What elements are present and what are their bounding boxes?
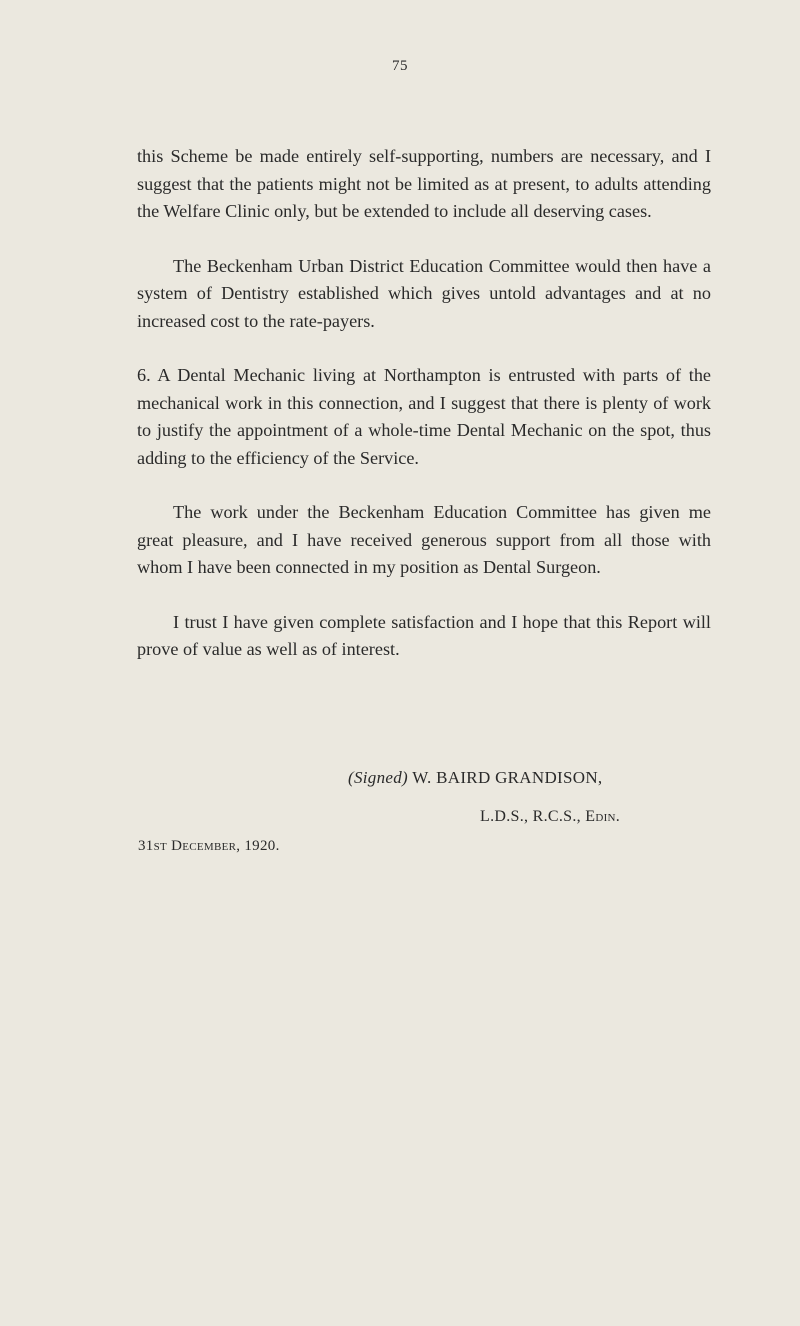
signature-line: [348, 768, 602, 788]
body-text: [137, 143, 711, 664]
paragraph-dental-mechanic: 6. A Dental Mechanic living at Northampton is entrusted with parts of the mechanical work in this connection, and I suggest that there is plenty of work to justify the appointment of a whole-time Dental Mechanic on the spot, thus adding to the efficiency of the Service.: [137, 365, 711, 468]
signed-label: (Signed): [348, 768, 408, 787]
paragraph-trust: I trust I have given complete satisfaction and I hope that this Report will prove of value as well as of interest.: [137, 611, 711, 659]
paragraph-education-committee: The Beckenham Urban District Education Committee would then have a system of Dentistry established which gives untold advantages and at no increased cost to the rate-payers.: [137, 255, 711, 331]
paragraph-continuation: this Scheme be made entirely self-supporting, numbers are necessary, and I suggest that the patients might not be limited as at present, to adults attending the Welfare Clinic only, but be extended to include all deserving cases.: [137, 146, 711, 221]
signatory-qualifications: L.D.S., R.C.S., Edin.: [480, 808, 621, 825]
signatory-name: W. BAIRD GRANDISON,: [412, 768, 603, 787]
report-date: 31st December, 1920.: [138, 838, 280, 854]
page-number: 75: [392, 58, 408, 74]
paragraph-work-pleasure: The work under the Beckenham Education Committee has given me great pleasure, and I have received generous support from all those with whom I have been connected in my position as Dental Surgeon.: [137, 502, 711, 577]
